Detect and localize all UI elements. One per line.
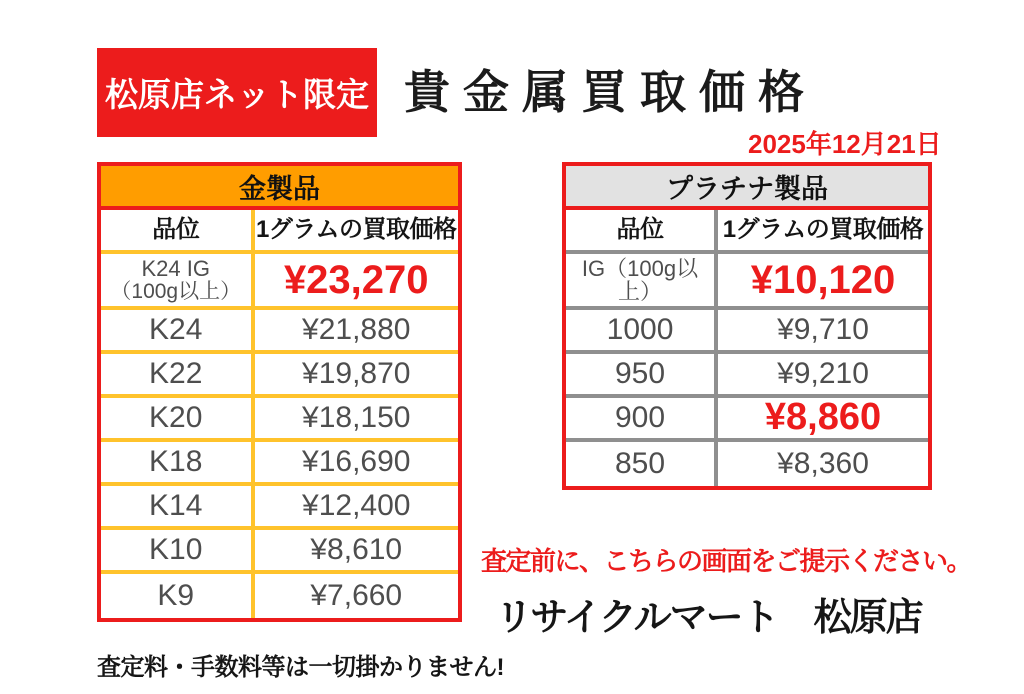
platinum-table-header-row xyxy=(566,210,928,254)
gold-table-title-label: 金製品 xyxy=(239,173,320,204)
grade-cell: 950 xyxy=(566,354,718,394)
table-row xyxy=(101,442,458,486)
price-cell: ¥9,210 xyxy=(777,357,869,391)
table-row xyxy=(101,310,458,354)
price-cell: ¥21,880 xyxy=(302,313,411,347)
platinum-table-title-label: プラチナ製品 xyxy=(666,173,828,204)
price-cell: ¥18,150 xyxy=(302,401,411,435)
grade-cell: K20 xyxy=(101,398,255,438)
grade-cell: K22 xyxy=(101,354,255,394)
grade-cell: 1000 xyxy=(566,310,718,350)
table-row xyxy=(101,530,458,574)
grade-cell: K24 IG （100g以上） xyxy=(101,254,255,306)
price-cell: ¥9,710 xyxy=(777,313,869,347)
price-cell: ¥12,400 xyxy=(302,489,411,523)
table-row xyxy=(101,254,458,310)
gold-column-header-price: 1グラムの買取価格 xyxy=(255,216,457,244)
price-cell: ¥16,690 xyxy=(302,445,411,479)
gold-column-header-grade: 品位 xyxy=(101,210,255,250)
platinum-table-title xyxy=(566,166,928,210)
store-limited-badge-label: 松原店ネット限定 xyxy=(105,76,369,113)
table-row xyxy=(101,398,458,442)
grade-cell: K24 xyxy=(101,310,255,350)
no-fee-note: 査定料・手数料等は一切掛かりません! xyxy=(97,654,504,681)
price-cell: ¥19,870 xyxy=(302,357,411,391)
platinum-column-header-grade: 品位 xyxy=(566,210,718,250)
price-cell: ¥7,660 xyxy=(310,579,403,613)
gold-table-header-row xyxy=(101,210,458,254)
table-row xyxy=(566,310,928,354)
store-name: リサイクルマート 松原店 xyxy=(495,597,922,639)
table-row xyxy=(566,354,928,398)
grade-cell: K10 xyxy=(101,530,255,570)
table-row xyxy=(101,574,458,618)
gold-table-title xyxy=(101,166,458,210)
store-limited-badge xyxy=(97,48,377,137)
table-row xyxy=(101,486,458,530)
price-date: 2025年12月21日 xyxy=(748,129,942,159)
table-row xyxy=(566,254,928,310)
price-cell: ¥8,610 xyxy=(310,533,403,567)
price-cell: ¥23,270 xyxy=(283,258,429,302)
gold-price-table xyxy=(97,162,462,622)
grade-cell: K18 xyxy=(101,442,255,482)
table-row xyxy=(566,398,928,442)
price-cell: ¥10,120 xyxy=(750,258,896,302)
grade-cell: 900 xyxy=(566,398,718,438)
platinum-price-table xyxy=(562,162,932,490)
grade-cell: 850 xyxy=(566,442,718,486)
presentation-note: 査定前に、こちらの画面をご提示ください。 xyxy=(481,546,972,576)
price-cell: ¥8,860 xyxy=(764,396,882,439)
grade-cell: IG（100g以上） xyxy=(566,254,718,306)
price-cell: ¥8,360 xyxy=(777,447,869,481)
page-title: 貴金属買取価格 xyxy=(404,66,817,118)
platinum-column-header-price: 1グラムの買取価格 xyxy=(722,216,924,244)
table-row xyxy=(566,442,928,486)
table-row xyxy=(101,354,458,398)
grade-cell: K14 xyxy=(101,486,255,526)
grade-cell: K9 xyxy=(101,574,255,618)
